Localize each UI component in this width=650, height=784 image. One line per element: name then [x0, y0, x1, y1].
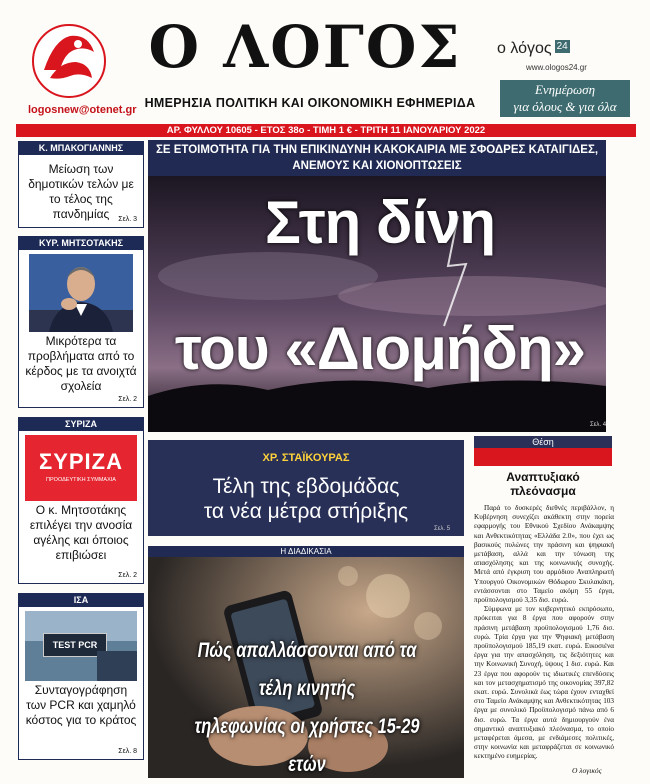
procedure-headline: Πώς απαλλάσσονται από τα τέλη κινητής τηλεφωνίας οι χρήστες 15-29 ετών — [194, 639, 420, 776]
contact-email: logosnew@otenet.gr — [28, 104, 137, 116]
editorial-title: Αναπτυξιακό πλεόνασμα — [506, 470, 580, 498]
sidebar-story-bakogiannis[interactable] — [18, 141, 144, 228]
editorial-paragraph: Παρά το δυσκερές διεθνές περιβάλλον, η Κυβέρνηση συνεχίζει ακάθεκτη στην πορεία εφαρμογής του Εθνικού Σχεδίου Ανάκαμψης και Ανθεκτικότητας «Ελλάδα 2.0», που έχει ως βασικούς πυλώνες την πράσινη και ψηφιακή μετάβαση, αλλά και την τόνωση της απασχόλησης και της κοινωνικής συνοχής. Μετά από έγκριση του αρμόδιου Αναπληρωτή Υπουργού Οικονομικών Θόδωρου Σκυλακάκη, εντάσσονται στο Ταμείο ακόμη 55 έργα, προϋπολογισμού 3,35 δισ. ευρώ. — [474, 504, 614, 605]
page-ref: Σελ. 5 — [434, 526, 451, 532]
pcr-sign: TEST PCR — [43, 633, 107, 657]
page-ref: Σελ. 8 — [118, 748, 137, 755]
page-ref: Σελ. 2 — [118, 572, 137, 579]
story-kicker: ΚΥΡ. ΜΗΤΣΟΤΑΚΗΣ — [19, 237, 143, 250]
story-headline: Ο κ. Μητσοτάκης επιλέγει την ανοσία αγέλης και όποιος επιβιώσει — [29, 503, 133, 562]
sidebar-story-syriza[interactable] — [18, 417, 144, 584]
editorial-label: Θέση — [474, 436, 612, 448]
dateline-bar: ΑΡ. ΦΥΛΛΟΥ 10605 - ΕΤΟΣ 38ο - ΤΙΜΗ 1 € - ΤΡΙΤΗ 11 ΙΑΝΟΥΑΡΙΟΥ 2022 — [16, 124, 636, 137]
editorial-paragraph: Σύμφωνα με τον κυβερνητικό εκπρόσωπο, πρόκειται για 8 έργα που αφορούν στην πράσινη μετάβαση προϋπολογισμού 1,76 δισ. ευρώ. Τρία έργα για την Ψηφιακή μετάβαση προϋπολογισμού 185,19 εκατ. ευρώ. Εικοσιένα έργα για την απασχόληση, τις δεξιότητες και την Κοινωνική Συνοχή, ύψους 1 δισ. ευρώ. Και 23 έργα που αφορούν τις ιδιωτικές επενδύσεις και τον μετασχηματισμό της οικονομίας 397,82 εκατ. ευρώ. Συνολικά έως τώρα έχουν ενταχθεί στο Ταμείο Ανάκαμψης και Ανθεκτικότητας 103 έργα με συνολικό Προϋπολογισμό πάνω από 6 δισ. ευρώ. Τα έργα αυτά δημιουργούν ένα σημαντικό αναπτυξιακό πλεόνασμα, το οποίο μεταφέρεται άμεσα, με ενδιάμεσες πολιτικές, στην κοινωνία και μεταφράζεται σε κοινωνικό κεκτημένο ευημερίας. — [474, 605, 614, 761]
newspaper-logo-icon — [30, 22, 108, 100]
website-name: ο λόγος 24 — [497, 40, 568, 57]
story-headline: Τέλη της εβδομάδας τα νέα μέτρα στήριξης — [203, 475, 409, 523]
sidebar-story-isa[interactable] — [18, 593, 144, 760]
page-ref: Σελ. 2 — [118, 396, 137, 403]
story-kicker: Η ΔΙΑΔΙΚΑΣΙΑ — [148, 546, 464, 557]
website-tagline: Ενημέρωση για όλους & για όλα — [500, 80, 630, 117]
story-headline: Μείωση των δημοτικών τελών με το τέλος της πανδημίας — [28, 162, 134, 221]
website-url: www.ologos24.gr — [526, 63, 587, 72]
sidebar-story-mitsotakis[interactable] — [18, 236, 144, 408]
syriza-logo: ΣΥΡΙΖΑ ΠΡΟΟΔΕΥΤΙΚΗ ΣΥΜΜΑΧΙΑ — [25, 435, 137, 501]
page-ref: Σελ. 3 — [118, 216, 137, 223]
story-kicker: ΧΡ. ΣΤΑΪΚΟΥΡΑΣ — [262, 452, 350, 464]
editorial-signature: Ο λογικός — [572, 766, 602, 775]
website-number-badge: 24 — [556, 41, 568, 52]
story-kicker: ΙΣΑ — [19, 594, 143, 607]
pcr-test-photo — [25, 611, 137, 681]
main-story-kicker: ΣΕ ΕΤΟΙΜΟΤΗΤΑ ΓΙΑ ΤΗΝ ΕΠΙΚΙΝΔΥΝΗ ΚΑΚΟΚΑΙΡΙΑ ΜΕ ΣΦΟΔΡΕΣ ΚΑΤΑΙΓΙΔΕΣ, ΑΝΕΜΟΥΣ ΚΑΙ ΧΙΟΝΟΠΤΩΣΕΙΣ — [148, 140, 606, 176]
story-kicker: ΣΥΡΙΖΑ — [19, 418, 143, 431]
story-headline: Μικρότερα τα προβλήματα από το κέρδος με τα ανοιχτά σχολεία — [25, 334, 137, 393]
newspaper-subtitle: ΗΜΕΡΗΣΙΑ ΠΟΛΙΤΙΚΗ ΚΑΙ ΟΙΚΟΝΟΜΙΚΗ ΕΦΗΜΕΡΙΔΑ — [144, 96, 476, 110]
page-ref: Σελ. 4 — [590, 422, 607, 428]
mitsotakis-photo — [29, 254, 133, 332]
newspaper-title: Ο ΛΟΓΟΣ — [148, 13, 462, 81]
story-kicker: Κ. ΜΠΑΚΟΓΙΑΝΝΗΣ — [19, 142, 143, 155]
editorial-body — [474, 504, 614, 762]
main-headline: Στη δίνη του «Διομήδη» — [175, 189, 585, 382]
story-headline: Συνταγογράφηση των PCR και χαμηλό κόστος για το κράτος — [25, 683, 137, 727]
